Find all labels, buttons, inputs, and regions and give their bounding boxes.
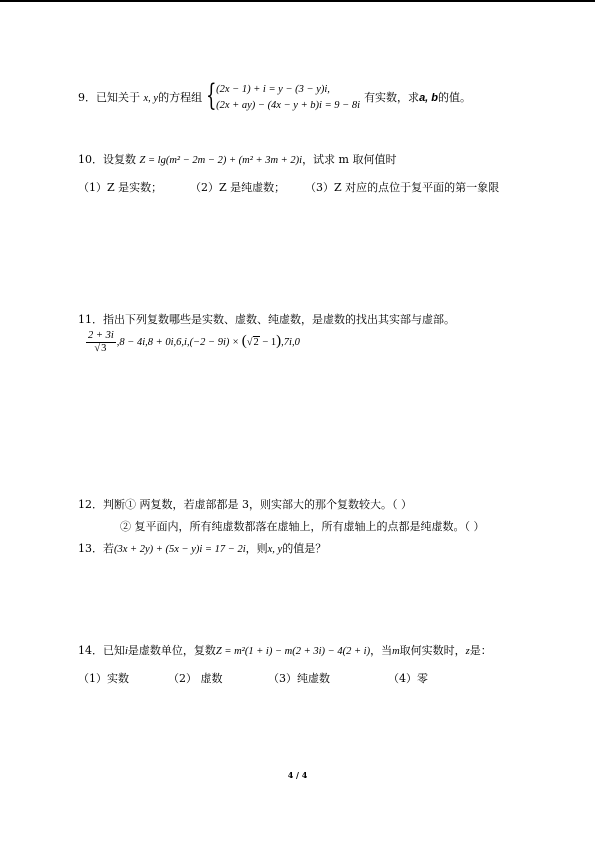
left-paren-icon: ( (241, 332, 247, 349)
q14-part-2: （2） 虚数 (168, 672, 223, 685)
q10-number: 10． (78, 153, 103, 166)
q14-mvar: m (392, 646, 400, 657)
q9-lead: 已知关于 (96, 91, 140, 104)
question-10 (78, 153, 397, 168)
q11-frac-numerator: 2 + 3i (88, 330, 114, 341)
q9-ab: a, b (419, 92, 439, 104)
question-9 (78, 78, 472, 114)
q9-tail1: 有实数，求 (364, 91, 420, 104)
question-13 (78, 542, 326, 557)
q14-formula: Z = m²(1 + i) − m(2 + 3i) − 4(2 + i) (215, 646, 371, 657)
q9-eq2: (2x + ay) − (4x − y + b)i = 9 − 8i (216, 100, 361, 111)
q12-line-2: ② 复平面内，所有纯虚数都落在虚轴上，所有虚轴上的点都是纯虚数。（ ） (120, 520, 485, 533)
q14-tail: 是： (469, 644, 492, 657)
q13-mid: ，则 (245, 542, 268, 555)
q10-lead: 设复数 (103, 153, 136, 166)
q11-frac-radicand: 3 (101, 343, 107, 354)
q11-expression-list (86, 330, 300, 355)
q14-part-3: （3）纯虚数 (268, 672, 330, 685)
q11-sqrt-rest: − 1 (259, 336, 277, 348)
q13-number: 13． (78, 542, 103, 555)
right-paren-icon: ) (276, 332, 282, 349)
q10-part-2: （2）Z 是纯虚数； (190, 181, 286, 194)
q10-part-1: （1）Z 是实数； (78, 181, 163, 194)
q9-eq1: (2x − 1) + i = y − (3 − y)i, (216, 84, 330, 95)
sqrt-icon: √ (246, 336, 253, 348)
q14-number: 14． (78, 644, 103, 657)
q9-vars: x, y (143, 93, 159, 104)
q11-fraction (86, 330, 116, 355)
question-14 (78, 644, 492, 659)
q12-line-1: 12．判断① 两复数，若虚部都是 3，则实部大的那个复数较大。（ ） (78, 498, 412, 511)
q14-mid1: 是虚数单位，复数 (127, 644, 216, 657)
question-11: 11．指出下列复数哪些是实数、虚数、纯虚数，是虚数的找出其实部与虚部。 (78, 313, 455, 326)
q14-mid2: ，当 (370, 644, 393, 657)
q14-mid3: 取何实数时， (399, 644, 466, 657)
q9-number: 9． (78, 91, 96, 104)
sqrt-icon: √ (94, 343, 101, 354)
q13-lead: 若 (103, 542, 114, 555)
q10-tail: ，试求 m 取何值时 (302, 153, 397, 166)
q9-mid: 的方程组 (158, 91, 203, 104)
top-rule (0, 0, 595, 2)
q13-equation: (3x + 2y) + (5x − y)i = 17 − 2i (114, 544, 246, 555)
q11-sqrt-radicand: 2 (253, 336, 259, 348)
q11-frac-denominator (86, 343, 116, 355)
q9-tail2: 的值。 (438, 91, 472, 104)
q9-equation-system (206, 78, 361, 114)
q11-list-1: ,8 − 4i,8 + 0i,6,i,(−2 − 9i) × (116, 336, 242, 348)
q14-lead: 已知 (103, 644, 125, 657)
q10-formula: Z = lg(m² − 2m − 2) + (m² + 3m + 2)i (139, 155, 303, 166)
q14-zvar: z (465, 646, 470, 657)
page-number: 4 / 4 (287, 770, 308, 780)
q13-vars: x, y (267, 544, 283, 555)
q14-part-4: （4）零 (388, 672, 428, 685)
q14-part-1: （1）实数 (78, 672, 129, 685)
brace-icon: { (206, 78, 217, 113)
q14-ivar: i (125, 646, 128, 657)
q10-part-3: （3）Z 对应的点位于复平面的第一象限 (305, 181, 500, 194)
q11-list-2: ,7i,0 (281, 336, 300, 348)
q13-tail: 的值是？ (282, 542, 327, 555)
